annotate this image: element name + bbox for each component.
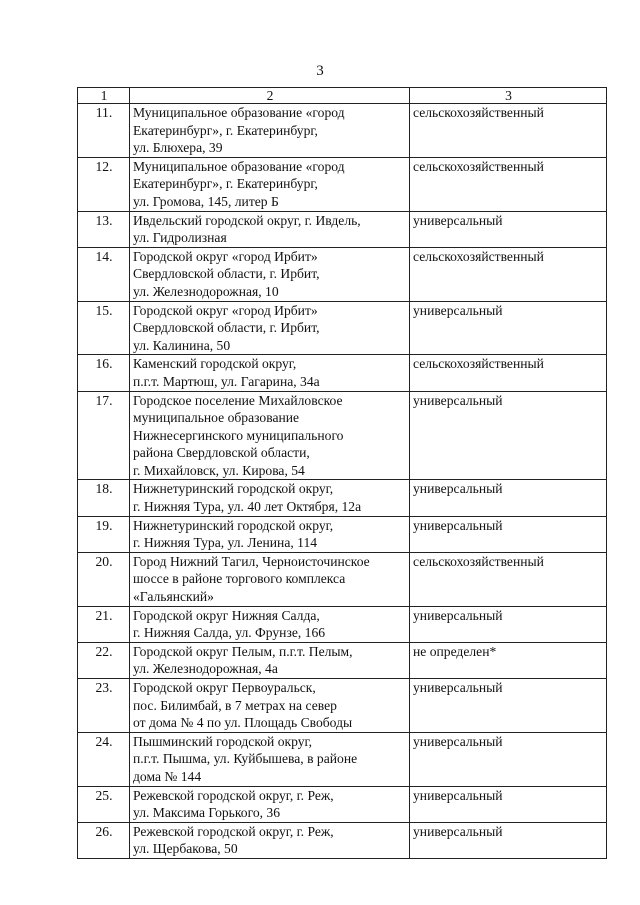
location-line: Нижнетуринский городской округ, [133,517,334,533]
market-location [130,642,410,678]
location-line: от дома № 4 по ул. Площадь Свободы [133,715,353,731]
location-line: пос. Билимбай, в 7 метрах на север [133,697,337,713]
location-line: Екатеринбург», г. Екатеринбург, [133,176,318,192]
table-row [78,516,607,552]
location-line: Нижнетуринский городской округ, [133,481,334,497]
market-type: сельскохозяйственный [410,157,607,211]
location-line: Муниципальное образование «город [133,158,345,174]
location-line: Каменский городской округ, [133,356,297,372]
table-row [78,822,607,858]
table-row [78,679,607,733]
location-line: ул. Максима Горького, 36 [133,805,281,821]
location-line: района Свердловской области, [133,445,310,461]
location-line: муниципальное образование [133,410,300,426]
row-number: 18. [78,480,130,516]
row-number: 24. [78,732,130,786]
location-line: Свердловской области, г. Ирбит, [133,266,320,282]
row-number: 17. [78,391,130,480]
location-line: г. Нижняя Тура, ул. Ленина, 114 [133,535,318,551]
location-line: ул. Железнодорожная, 4а [133,661,278,677]
market-location [130,391,410,480]
table-row [78,301,607,355]
location-line: ул. Блюхера, 39 [133,140,223,156]
market-type: универсальный [410,679,607,733]
market-type: универсальный [410,480,607,516]
row-number: 20. [78,552,130,606]
row-number: 26. [78,822,130,858]
location-line: ул. Калинина, 50 [133,337,231,353]
location-line: Городской округ Первоуральск, [133,680,316,695]
location-line: п.г.т. Пышма, ул. Куйбышева, в районе [133,751,358,767]
market-type: сельскохозяйственный [410,247,607,301]
location-line: «Гальянский» [133,589,214,605]
market-location [130,822,410,858]
location-line: Город Нижний Тагил, Черноисточинское [133,553,370,569]
market-type: универсальный [410,822,607,858]
market-location [130,480,410,516]
market-type: универсальный [410,786,607,822]
market-type: универсальный [410,301,607,355]
location-line: Свердловской области, г. Ирбит, [133,320,320,336]
row-number: 12. [78,157,130,211]
location-line: п.г.т. Мартюш, ул. Гагарина, 34а [133,373,320,389]
column-header-type: 3 [410,88,607,104]
markets-table [77,87,607,859]
column-header-address: 2 [130,88,410,104]
location-line: Пышминский городской округ, [133,733,312,749]
row-number: 16. [78,355,130,391]
location-line: г. Нижняя Салда, ул. Фрунзе, 166 [133,625,326,641]
location-line: ул. Гидролизная [133,230,227,246]
row-number: 21. [78,606,130,642]
market-location [130,157,410,211]
location-line: Екатеринбург», г. Екатеринбург, [133,122,318,138]
location-line: Режевской городской округ, г. Реж, [133,823,334,839]
row-number: 13. [78,211,130,247]
location-line: Муниципальное образование «город [133,105,345,120]
market-type: универсальный [410,732,607,786]
table-row [78,391,607,480]
market-location [130,247,410,301]
table-row [78,552,607,606]
location-line: г. Нижняя Тура, ул. 40 лет Октября, 12а [133,499,362,515]
location-line: Режевской городской округ, г. Реж, [133,787,334,803]
location-line: ул. Железнодорожная, 10 [133,283,279,299]
location-line: Нижнесергинского муниципального [133,427,344,443]
location-line: Ивдельский городской округ, г. Ивдель, [133,212,361,228]
row-number: 23. [78,679,130,733]
location-line: дома № 144 [133,768,202,784]
column-header-number: 1 [78,88,130,104]
row-number: 14. [78,247,130,301]
location-line: Городской округ «город Ирбит» [133,302,318,318]
location-line: г. Михайловск, ул. Кирова, 54 [133,462,305,478]
location-line: Городское поселение Михайловское [133,392,343,408]
location-line: Городской округ Пелым, п.г.т. Пелым, [133,643,353,659]
market-location [130,301,410,355]
location-line: шоссе в районе торгового комплекса [133,571,346,587]
market-type: универсальный [410,391,607,480]
table-row [78,157,607,211]
market-type: сельскохозяйственный [410,104,607,158]
table-row [78,732,607,786]
market-location [130,732,410,786]
market-location [130,211,410,247]
row-number: 15. [78,301,130,355]
market-type: универсальный [410,211,607,247]
table-row [78,480,607,516]
table-row [78,211,607,247]
table-row [78,247,607,301]
row-number: 11. [78,104,130,158]
market-type: универсальный [410,516,607,552]
page-number: 3 [316,63,324,79]
market-location [130,516,410,552]
market-location [130,104,410,158]
row-number: 22. [78,642,130,678]
market-location [130,679,410,733]
table-header-row [78,88,607,104]
market-type: сельскохозяйственный [410,552,607,606]
market-location [130,786,410,822]
table-row [78,355,607,391]
row-number: 25. [78,786,130,822]
market-location [130,552,410,606]
market-type: сельскохозяйственный [410,355,607,391]
location-line: Городской округ «город Ирбит» [133,248,318,264]
table-row [78,642,607,678]
table-row [78,104,607,158]
market-location [130,606,410,642]
location-line: ул. Щербакова, 50 [133,841,238,857]
table-body [78,104,607,859]
row-number: 19. [78,516,130,552]
location-line: ул. Громова, 145, литер Б [133,193,279,209]
table-row [78,786,607,822]
market-location [130,355,410,391]
market-type: универсальный [410,606,607,642]
market-type: не определен* [410,642,607,678]
table-row [78,606,607,642]
location-line: Городской округ Нижняя Салда, [133,607,320,623]
